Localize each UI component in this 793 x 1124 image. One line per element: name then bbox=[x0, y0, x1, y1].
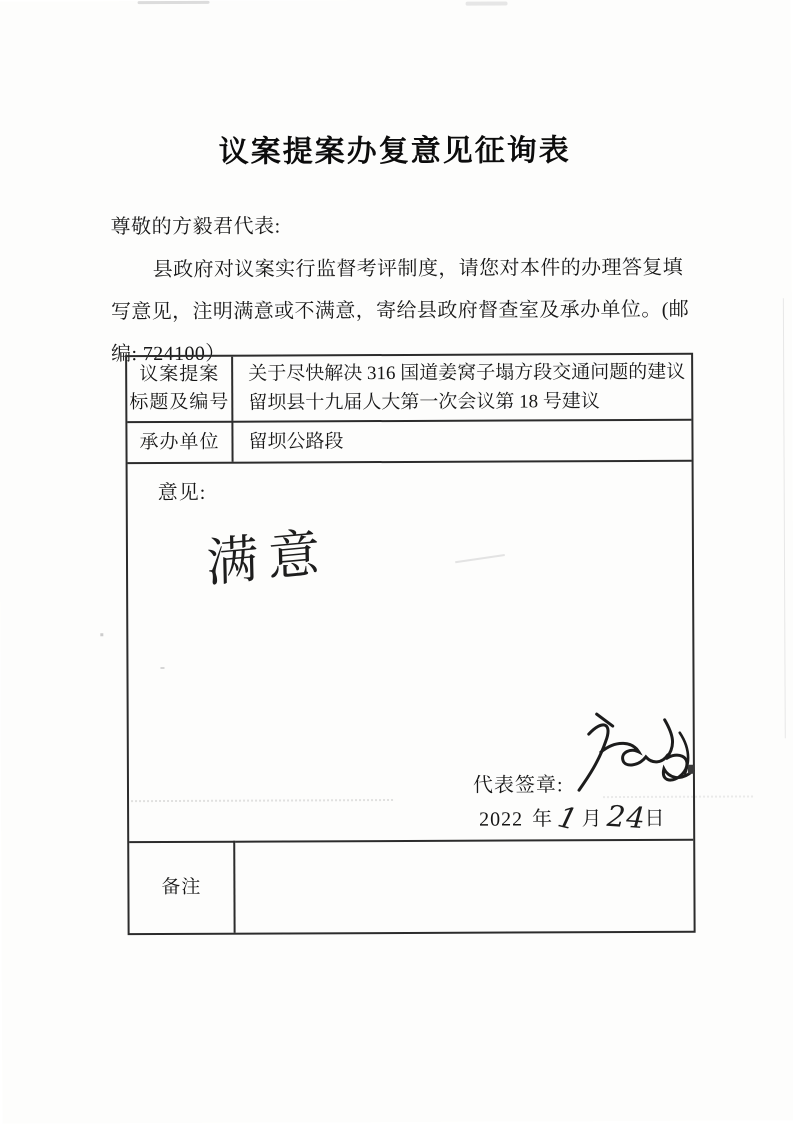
body-text-line: 县政府对议案实行监督考评制度，请您对本件的办理答复填 bbox=[152, 256, 684, 282]
proposal-title-value-line: 关于尽快解决 316 国道姜窝子塌方段交通问题的建议 bbox=[248, 361, 686, 385]
remarks-label: 备注 bbox=[161, 876, 202, 899]
proposal-title-label-cell bbox=[127, 357, 233, 421]
date-year: 2022 bbox=[479, 808, 524, 831]
date-day-unit: 日 bbox=[644, 807, 666, 830]
representative-signature-label: 代表签章: bbox=[472, 774, 564, 797]
proposal-title-value-cell bbox=[233, 355, 691, 421]
handling-unit-label-cell bbox=[127, 421, 233, 462]
handwritten-opinion: 满意 bbox=[205, 522, 331, 595]
remarks-value-cell bbox=[235, 839, 693, 933]
handling-unit-value: 留坝公路段 bbox=[248, 431, 344, 453]
opinion-label: 意见: bbox=[157, 481, 207, 505]
form-title: 议案提案办复意见征询表 bbox=[218, 134, 571, 169]
proposal-title-label-line: 议案提案 bbox=[139, 363, 220, 386]
scan-edge-line bbox=[783, 298, 786, 738]
proposal-title-value-line: 留坝县十九届人大第一次会议第 18 号建议 bbox=[248, 391, 600, 414]
opinion-cell bbox=[128, 460, 694, 841]
representative-signature-handwriting bbox=[567, 706, 701, 797]
form-table bbox=[125, 353, 696, 935]
body-text-line: 编: 724100） bbox=[111, 342, 226, 366]
salutation: 尊敬的方毅君代表: bbox=[110, 215, 281, 239]
scan-speck bbox=[100, 633, 103, 636]
handwritten-month: 1 bbox=[554, 799, 581, 837]
proposal-title-label-line: 标题及编号 bbox=[129, 391, 230, 414]
handling-unit-label: 承办单位 bbox=[139, 431, 220, 453]
date-month-unit: 月 bbox=[581, 808, 603, 831]
scan-smudge bbox=[138, 1, 210, 4]
handling-unit-value-cell bbox=[233, 419, 691, 462]
date-year-unit: 年 bbox=[532, 808, 554, 831]
handwritten-day: 24 bbox=[606, 798, 648, 836]
body-text-line: 写意见，注明满意或不满意，寄给县政府督查室及承办单位。(邮 bbox=[110, 298, 690, 324]
remarks-value bbox=[250, 886, 693, 888]
scan-dotted-line bbox=[131, 799, 393, 802]
scan-smudge bbox=[466, 2, 508, 6]
remarks-label-cell bbox=[129, 841, 235, 933]
signature-date bbox=[479, 798, 666, 837]
